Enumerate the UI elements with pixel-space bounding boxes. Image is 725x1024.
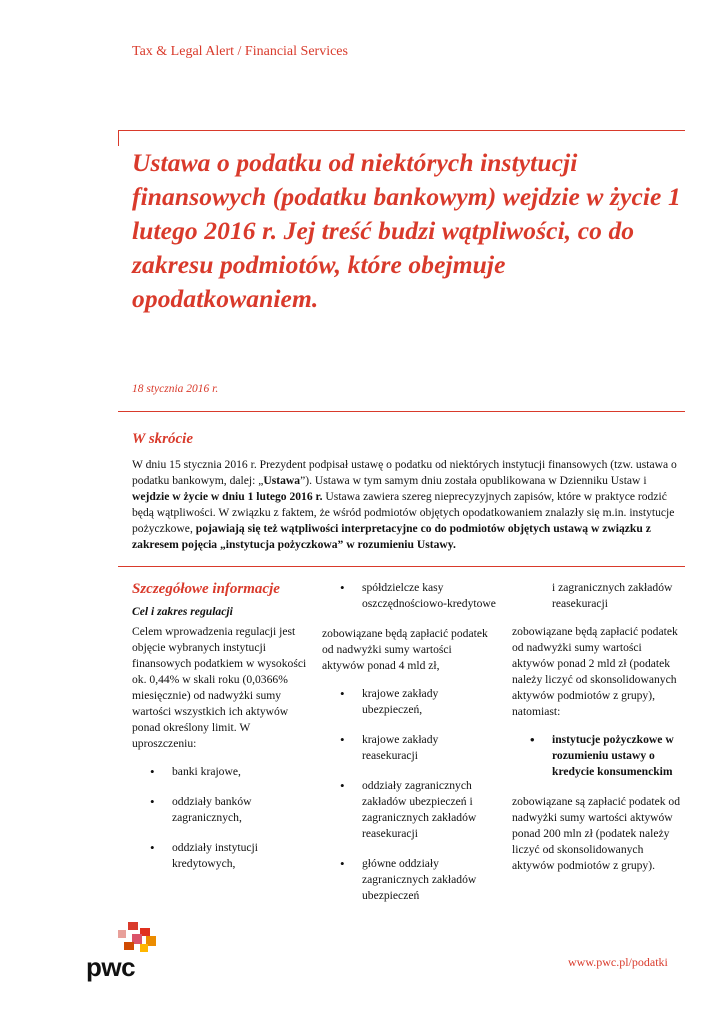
details-subheading: Cel i zakres regulacji	[132, 605, 233, 618]
details-intro: Celem wprowadzenia regulacji jest objęcie wybranych instytucji finansowych podatkiem w wysokości ok. 0,44% w skali roku (0,0366% miesięcznie) od nadwyżki sumy wartości wszystkich ich aktywów ponad określony limit. W uproszczeniu:	[132, 625, 307, 750]
pwc-logo-text: pwc	[86, 952, 136, 982]
summary-bold-3: pojawiają się też wątpliwości interpretacyjne co do podmiotów objętych ustawą w związku z zakresem pojęcia „instytucja pożyczkowa” w rozumieniu Ustawy.	[132, 522, 651, 551]
list-1	[132, 764, 307, 872]
summary-text-3: Ustawa zawiera szereg nieprecyzyjnych zapisów, które w praktyce rodzić będą wątpliwości. W związku z faktem, że wśród podmiotów objętych opodatkowaniem znalazły się m.in. instytucje pożyczkowe,	[132, 490, 675, 535]
divider-middle	[118, 411, 685, 412]
pwc-logo	[84, 920, 164, 990]
divider-vertical	[118, 130, 119, 146]
publication-date: 18 stycznia 2016 r.	[132, 383, 219, 395]
details-col3-start: i zagranicznych zakładów reasekuracji	[552, 581, 673, 610]
details-end: zobowiązane są zapłacić podatek od nadwyżki sumy wartości aktywów ponad 200 mln zł (podatek należy liczyć od skonsolidowanych aktywów podmiotów z grupy).	[512, 795, 681, 872]
details-mid-1: zobowiązane będą zapłacić podatek od nadwyżki sumy wartości aktywów ponad 4 mld zł,	[322, 627, 488, 672]
list-item: • oddziały instytucji kredytowych,	[132, 840, 307, 872]
list-item: • główne oddziały zagranicznych zakładów ubezpieczeń	[322, 856, 497, 904]
list-item: • banki krajowe,	[132, 764, 307, 780]
list-item: • krajowe zakłady reasekuracji	[322, 732, 497, 764]
list-2b	[322, 686, 497, 904]
details-column-3	[512, 580, 687, 886]
list-item: • spółdzielcze kasy oszczędnościowo-kredytowe	[322, 580, 497, 612]
summary-bold-2: wejdzie w życie w dniu 1 lutego 2016 r.	[132, 490, 323, 503]
list-3	[512, 732, 687, 780]
page-title: Ustawa o podatku od niektórych instytucji finansowych (podatku bankowym) wejdzie w życie 1 lutego 2016 r. Jej treść budzi wątpliwości, co do zakresu podmiotów, które obejmuje opodatkowaniem.	[132, 148, 681, 313]
details-mid-2: zobowiązane będą zapłacić podatek od nadwyżki sumy wartości aktywów ponad 2 mld zł (podatek należy liczyć od skonsolidowanych aktywów podmiotów z grupy), natomiast:	[512, 625, 678, 718]
list-2a	[322, 580, 497, 612]
list-item: • oddziały banków zagranicznych,	[132, 794, 307, 826]
details-column-1	[132, 580, 307, 886]
summary-text-1: W dniu 15 stycznia 2016 r. Prezydent podpisał ustawę o podatku od niektórych instytucji finansowych (tzw. ustawa o podatku bankowym, dalej: „	[132, 458, 677, 487]
divider-top	[118, 130, 685, 131]
summary-bold-1: Ustawa	[263, 474, 301, 487]
list-item: • krajowe zakłady ubezpieczeń,	[322, 686, 497, 718]
header-text: Tax & Legal Alert / Financial Services	[132, 44, 348, 59]
details-column-2	[322, 580, 497, 918]
footer-link[interactable]: www.pwc.pl/podatki	[568, 955, 668, 969]
details-heading: Szczegółowe informacje	[132, 581, 280, 597]
list-item: • oddziały zagranicznych zakładów ubezpieczeń i zagranicznych zakładów reasekuracji	[322, 778, 497, 842]
summary-paragraph	[132, 457, 685, 553]
summary-heading: W skrócie	[132, 431, 193, 447]
divider-lower	[118, 566, 685, 567]
list-item: • instytucje pożyczkowe w rozumieniu ustawy o kredycie konsumenckim	[512, 732, 687, 780]
summary-text-2: ”). Ustawa w tym samym dniu została opublikowana w Dzienniku Ustaw i	[300, 474, 647, 487]
